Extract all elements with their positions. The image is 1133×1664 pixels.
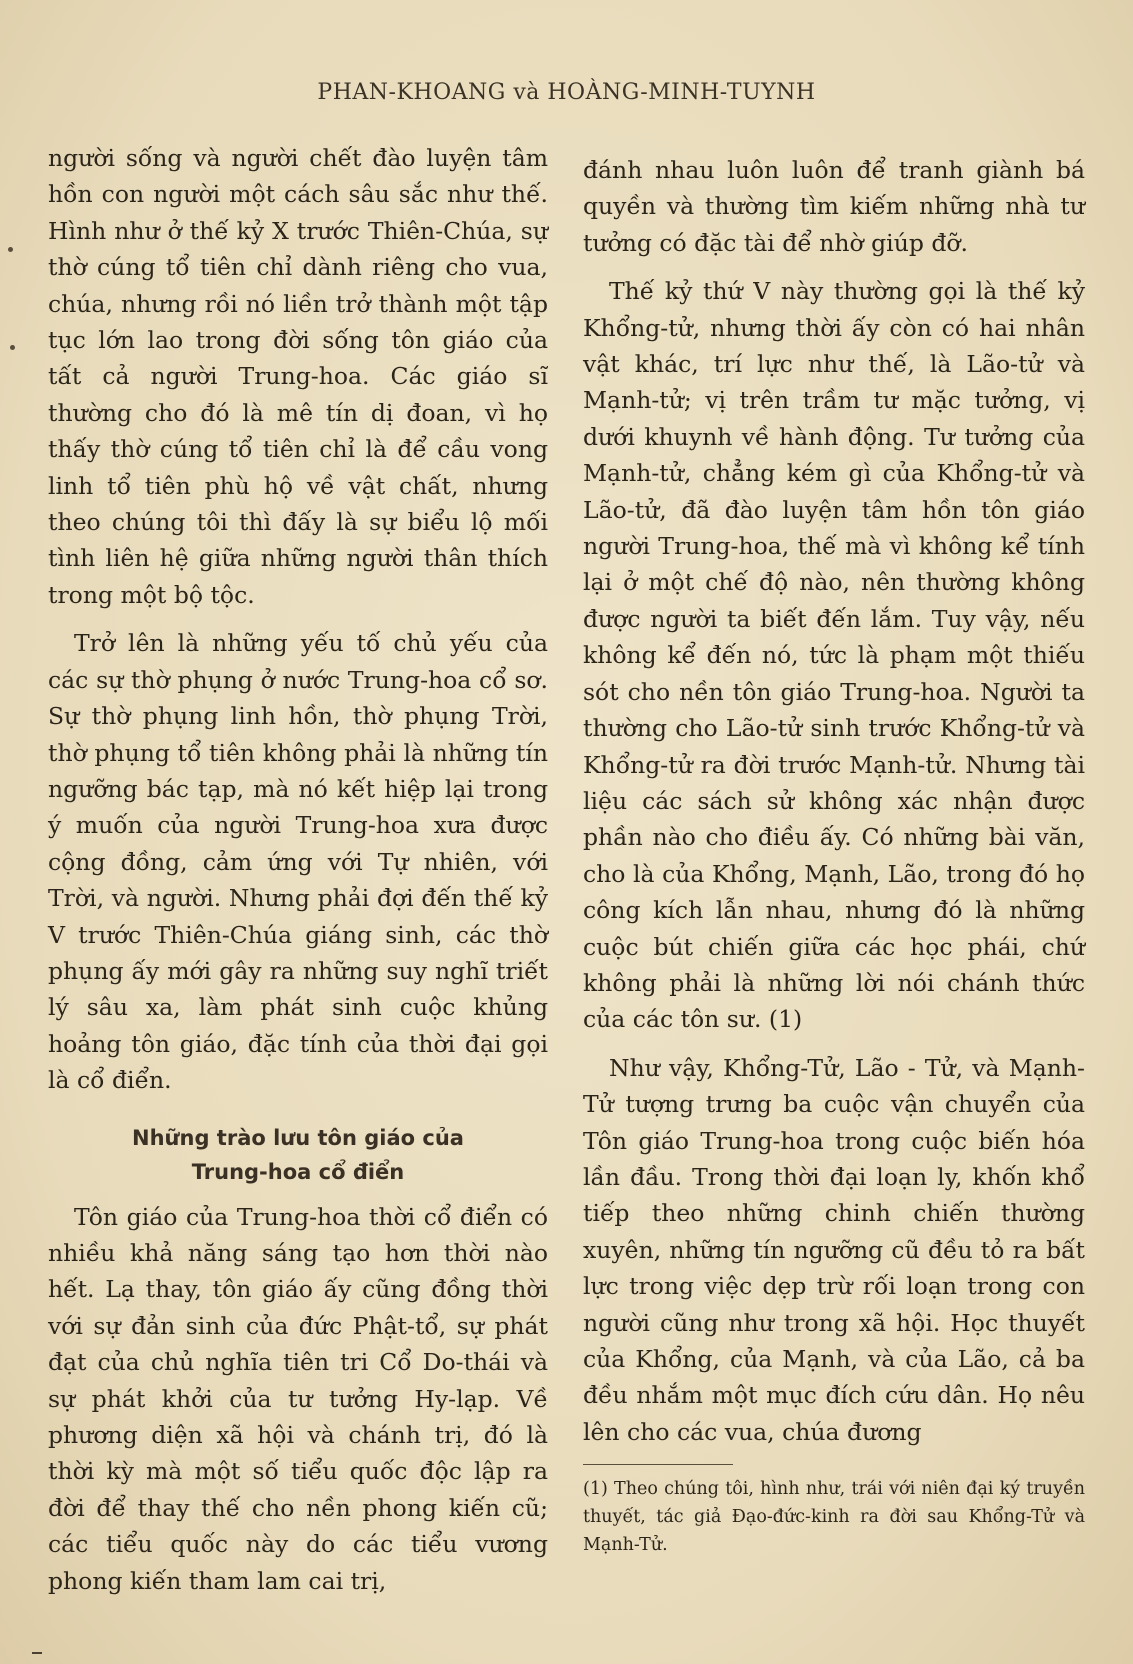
footnote-divider xyxy=(583,1464,733,1465)
footnote: (1) Theo chúng tôi, hình như, trái với niên đại ký truyền thuyết, tác giả Đạo-đức-kinh ra đời sau Khổng-Tử và Mạnh-Tử. xyxy=(583,1479,1085,1556)
right-column xyxy=(583,152,1085,1559)
right-paragraph-1: đánh nhau luôn luôn để tranh giành bá quyền và thường tìm kiếm những nhà tư tưởng có đặc tài để nhờ giúp đỡ. xyxy=(583,156,1085,257)
right-paragraph-3: Như vậy, Khổng-Tử, Lão - Tử, và Mạnh-Tử tượng trưng ba cuộc vận chuyển của Tôn giáo Trung-hoa trong cuộc biến hóa lần đầu. Trong thời đại loạn ly, khốn khổ tiếp theo những chinh chiến thường xuyên, những tín ngưỡng cũ đều tỏ ra bất lực trong việc dẹp trừ rối loạn trong con người cũng như trong xã hội. Học thuyết của Khổng, của Mạnh, và của Lão, cả ba đều nhắm một mục đích cứu dân. Họ nêu lên cho các vua, chúa đương xyxy=(583,1053,1085,1446)
page-edge-mark xyxy=(32,1652,42,1654)
left-column xyxy=(48,140,548,1611)
margin-dot xyxy=(10,345,15,350)
section-heading-line-2: Trung-hoa cổ điển xyxy=(191,1159,405,1184)
section-heading-line-1: Những trào lưu tôn giáo của xyxy=(132,1125,464,1150)
section-heading xyxy=(48,1121,548,1189)
left-paragraph-1: người sống và người chết đào luyện tâm hồn con người một cách sâu sắc như thế. Hình như ở thế kỷ X trước Thiên-Chúa, sự thờ cúng tổ tiên chỉ dành riêng cho vua, chúa, nhưng rồi nó liền trở thành một tập tục lớn lao trong đời sống tôn giáo của tất cả người Trung-hoa. Các giáo sĩ thường cho đó là mê tín dị đoan, vì họ thấy thờ cúng tổ tiên chỉ là để cầu vong linh tổ tiên phù hộ về vật chất, nhưng theo chúng tôi thì đấy là sự biểu lộ mối tình liên hệ giữa những người thân thích trong một bộ tộc. xyxy=(48,144,548,609)
left-paragraph-3: Tôn giáo của Trung-hoa thời cổ điển có nhiều khả năng sáng tạo hơn thời nào hết. Lạ thay, tôn giáo ấy cũng đồng thời với sự đản sinh của đức Phật-tổ, sự phát đạt của chủ nghĩa tiên tri Cổ Do-thái và sự phát khởi của tư tưởng Hy-lạp. Về phương diện xã hội và chánh trị, đó là thời kỳ mà một số tiểu quốc độc lập ra đời để thay thế cho nền phong kiến cũ; các tiểu quốc này do các tiểu vương phong kiến tham lam cai trị, xyxy=(48,1202,548,1595)
left-paragraph-2: Trở lên là những yếu tố chủ yếu của các sự thờ phụng ở nước Trung-hoa cổ sơ. Sự thờ phụng linh hồn, thờ phụng Trời, thờ phụng tổ tiên không phải là những tín ngưỡng bác tạp, mà nó kết hiệp lại trong ý muốn của người Trung-hoa xưa được cộng đồng, cảm ứng với Tự nhiên, với Trời, và người. Nhưng phải đợi đến thế kỷ V trước Thiên-Chúa giáng sinh, các thờ phụng ấy mới gây ra những suy nghĩ triết lý sâu xa, làm phát sinh cuộc khủng hoảng tôn giáo, đặc tính của thời đại gọi là cổ điển. xyxy=(48,629,548,1095)
margin-dot xyxy=(8,247,13,252)
right-paragraph-2: Thế kỷ thứ V này thường gọi là thế kỷ Khổng-tử, nhưng thời ấy còn có hai nhân vật khác, trí lực như thế, là Lão-tử và Mạnh-tử; vị trên trầm tư mặc tưởng, vị dưới khuynh về hành động. Tư tưởng của Mạnh-tử, chẳng kém gì của Khổng-tử và Lão-tử, đã đào luyện tâm hồn tôn giáo người Trung-hoa, thế mà vì không kể tính lại ở một chế độ nào, nên thường không được người ta biết đến lắm. Tuy vậy, nếu không kể đến nó, tức là phạm một thiếu sót cho nền tôn giáo Trung-hoa. Người ta thường cho Lão-tử sinh trước Khổng-tử và Khổng-tử ra đời trước Mạnh-tử. Nhưng tài liệu các sách sử không xác nhận được phần nào cho điều ấy. Có những bài văn, cho là của Khổng, Mạnh, Lão, trong đó họ công kích lẫn nhau, nhưng đó là những cuộc bút chiến giữa các học phái, chứ không phải là những lời nói chánh thức của các tôn sư. (1) xyxy=(583,277,1085,1034)
running-header: PHAN-KHOANG và HOÀNG-MINH-TUYNH xyxy=(317,80,816,105)
